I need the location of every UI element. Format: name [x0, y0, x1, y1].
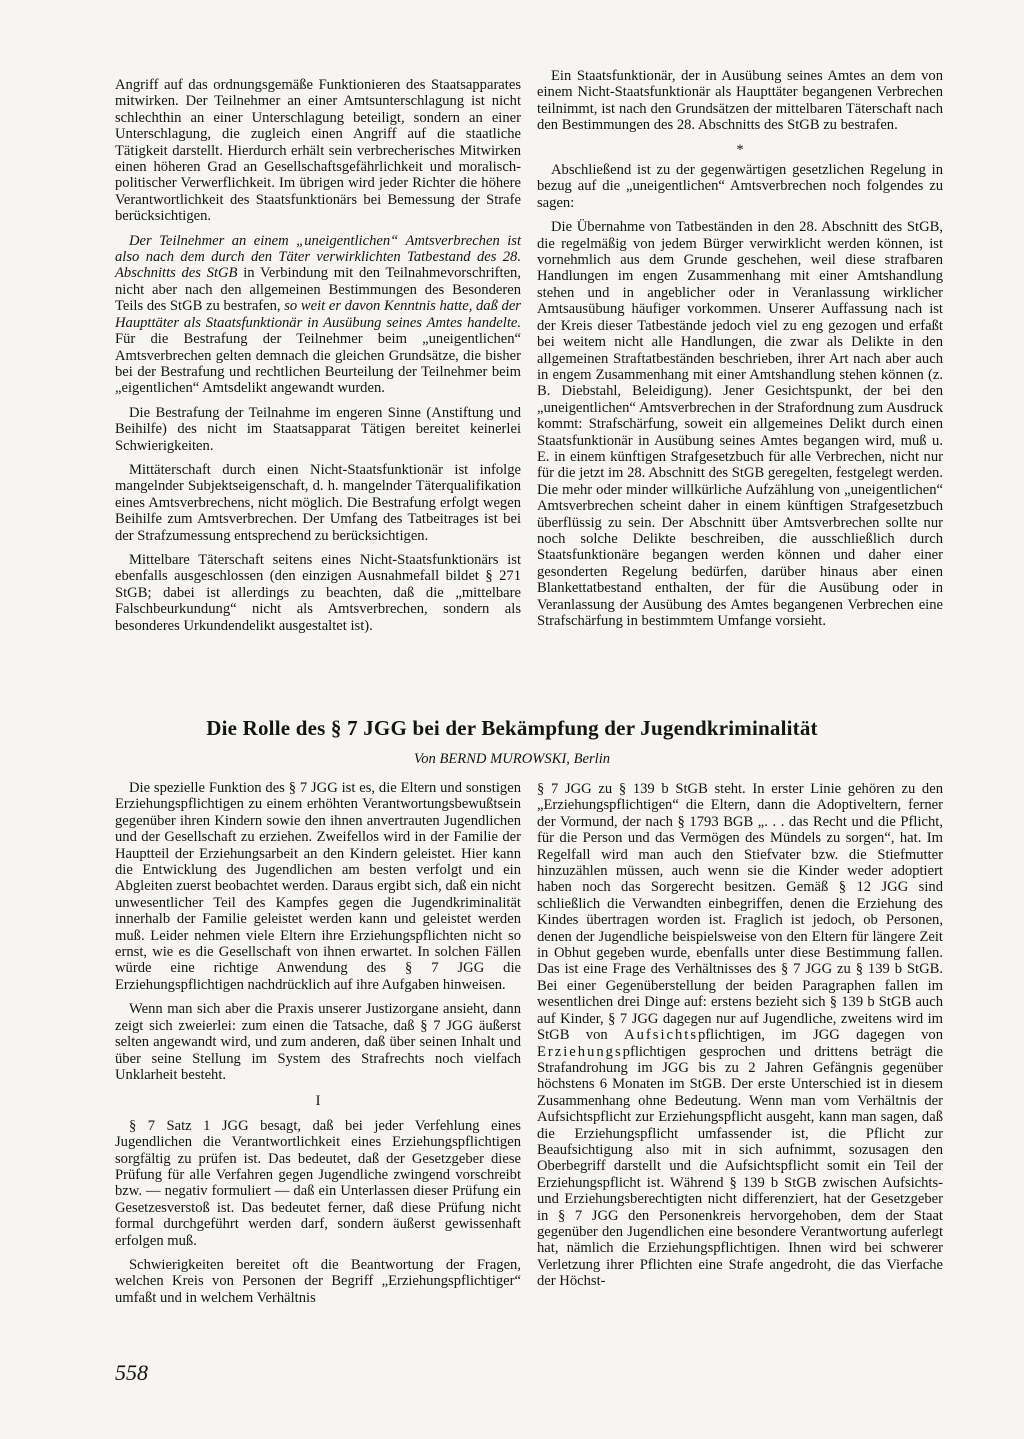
paragraph: Die Bestrafung der Teilnahme im engeren Sinne (Anstiftung und Beihilfe) des nicht im Staatsapparat Tätigen bereitet keinerlei Schwierigkeiten.	[115, 404, 521, 454]
paragraph	[537, 781, 943, 1290]
article1-right-column	[537, 68, 943, 637]
paragraph: Die spezielle Funktion des § 7 JGG ist es, die Eltern und sonstigen Erziehungspflichtigen zu einem erhöhten Verantwortungsbewußtsein gegenüber ihren Kindern sowie den ihnen anvertrauten Jugendlichen und der Gesellschaft zu erziehen. Zweifellos wird in der Familie der Hauptteil der Erziehungsarbeit an den Kindern geleistet. Hier kann die Entwicklung des Jugendlichen am besten verfolgt und ein Abgleiten zuerst beobachtet werden. Daraus ergibt sich, daß ein nicht unwesentlicher Teil des Kampfes gegen die Jugendkriminalität innerhalb der Familie geleistet werden kann und geleistet werden muß. Leider nehmen viele Eltern ihre Erziehungspflichten nicht so ernst, wie es die Gesellschaft von ihnen erwartet. In solchen Fällen würde eine richtige Anwendung des § 7 JGG die Erziehungspflichtigen nachdrücklich auf ihre Aufgaben hinweisen.	[115, 780, 521, 993]
paragraph	[115, 233, 521, 397]
paragraph: Wenn man sich aber die Praxis unserer Justizorgane ansieht, dann zeigt sich zweierlei: zum einen die Tatsache, daß § 7 JGG äußerst selten angewandt wird, und zum anderen, daß über seinen Inhalt und über seine Stellung im System des Strafrechts noch vielfach Unklarheit besteht.	[115, 1001, 521, 1083]
paragraph: Abschließend ist zu der gegenwärtigen gesetzlichen Regelung in bezug auf die „uneigentlichen“ Amtsverbrechen noch folgendes zu sagen:	[537, 162, 943, 211]
spaced-emphasis: Aufsichts	[624, 1027, 699, 1044]
article1-left-column	[115, 77, 521, 642]
article2-right-column	[537, 781, 943, 1298]
article-byline: Von BERND MUROWSKI, Berlin	[413, 751, 611, 767]
section-separator: *	[736, 141, 744, 158]
page-number: 558	[115, 1360, 148, 1385]
spaced-emphasis: Erziehungs	[537, 1043, 623, 1060]
paragraph: Angriff auf das ordnungsgemäße Funktionieren des Staatsapparates mitwirken. Der Teilnehmer an einer Amtsunterschlagung ist nicht schlechthin an einer Unterschlagung beteiligt, sondern an einer Unterschlagung, die zugleich einen Angriff auf die staatliche Tätigkeit darstellt. Hierdurch erhält sein verbrecherisches Mitwirken einen höheren Grad an Gesellschaftsgefährlichkeit und moralisch-politischer Verwerflichkeit. Im übrigen wird jeder Richter die höhere Verantwortlichkeit des Staatsfunktionärs bei Bemessung der Strafe berücksichtigen.	[115, 77, 521, 225]
body-text: pflichtigen gesprochen und drittens beträgt die Strafandrohung im JGG bis zu 2 Jahren Gefängnis gegenüber höchstens 6 Monaten im StGB. Der erste Unterschied ist in diesem Zusammenhang ohne Bedeutung. Wenn man vom Verhältnis der Aufsichtspflicht zur Erziehungspflicht ausgeht, kann man sagen, daß die Erziehungspflicht umfassender ist, die Pflicht zur Beaufsichtigung also mit in sich aufnimmt, sozusagen den Oberbegriff darstellt und die Aufsichtspflicht somit ein Teil der Erziehungspflicht ist. Während § 139 b StGB zwischen Aufsichts- und Erziehungsberechtigten nicht differenziert, hat der Gesetzgeber in § 7 JGG den Personenkreis hervorgehoben, dem der Staat gegenüber den Jugendlichen eine besondere Verantwortung auferlegt hat, nämlich die Erziehungspflichtigen. Ihnen wird bei schwerer Verletzung ihrer Pflichten eine Strafe angedroht, die das Vierfache der Höchst-	[537, 1043, 943, 1290]
paragraph: Schwierigkeiten bereitet oft die Beantwortung der Fragen, welchen Kreis von Personen der Begriff „Erziehungspflichtiger“ umfaßt und in welchem Verhältnis	[115, 1256, 521, 1306]
paragraph: Die Übernahme von Tatbeständen in den 28. Abschnitt des StGB, die regelmäßig von jedem Bürger verwirklicht werden können, ist vornehmlich aus dem Grunde geschehen, weil diese strafbaren Handlungen im engen Zusammenhang mit einer Amtshandlung stehen und in angeblicher oder in Veranlassung wirklicher Amtsausübung häufiger vorkommen. Unserer Auffassung nach ist der Kreis dieser Tatbestände jedoch viel zu eng gezogen und erfaßt bei weitem nicht alle Handlungen, die zwar als Delikte in den allgemeinen Straftatbeständen beschrieben, ihrer Art nach aber auch in engem Zusammenhang mit einer Amtshandlung stehen können (z. B. Diebstahl, Beleidigung). Jener Gesichtspunkt, der bei den „uneigentlichen“ Amtsverbrechen in der Strafordnung zum Ausdruck kommt: Strafschärfung, soweit ein allgemeines Delikt durch einen Staatsfunktionär in Ausübung seines Amtes begangen wird, muß u. E. in einem künftigen Strafgesetzbuch für alle Verbrechen, nicht nur für die jetzt im 28. Abschnitt des StGB geregelten, festgelegt werden. Die mehr oder minder willkürliche Aufzählung von „uneigentlichen“ Amtsverbrechen scheint daher in einem künftigen Strafgesetzbuch überflüssig zu sein. Der Abschnitt über Amtsverbrechen sollte nur noch solche Delikte beschreiben, die ausschließlich durch Staatsfunktionäre begangen werden können und daher einer gesonderten Regelung bedürfen, darüber hinaus aber einen Blankettatbestand enthalten, der für die Ausübung oder in Veranlassung der Ausübung des Amtes begangenen Verbrechen eine Strafschärfung in bestimmtem Umfange vorsieht.	[537, 219, 943, 629]
body-text: in Verbindung mit den Teilnahmevorschriften, nicht aber nach den allgemeinen Bestimmungen des Besonderen Teils des StGB zu bestrafen,	[115, 265, 521, 315]
body-text: Für die Bestrafung der Teilnehmer beim „uneigentlichen“ Amtsverbrechen gelten demnach die gleichen Grundsätze, die bisher bei der Bestrafung und rechtlichen Beurteilung der Teilnehmer beim „eigentlichen“ Amtsdelikt angewandt wurden.	[115, 331, 521, 397]
paragraph: § 7 Satz 1 JGG besagt, daß bei jeder Verfehlung eines Jugendlichen die Verantwortlichkeit eines Erziehungspflichtigen sorgfältig zu prüfen ist. Das bedeutet, daß der Gesetzgeber diese Prüfung für alle Verfahren gegen Jugendliche zwingend vorschreibt bzw. — negativ formuliert — daß ein Unterlassen dieser Prüfung ein Gesetzesverstoß ist. Das bedeutet ferner, daß diese Prüfung nicht formal durchgeführt werden darf, sondern äußerst gewissenhaft erfolgen muß.	[115, 1117, 521, 1249]
paragraph: Ein Staatsfunktionär, der in Ausübung seines Amtes an dem von einem Nicht-Staatsfunktionär als Haupttäter begangenen Verbrechen teilnimmt, ist nach den Grundsätzen der mittelbaren Täterschaft nach den Bestimmungen des 28. Abschnitts des StGB zu bestrafen.	[537, 68, 943, 134]
paragraph: Mittelbare Täterschaft seitens eines Nicht-Staatsfunktionärs ist ebenfalls ausgeschlossen (den einzigen Ausnahmefall bildet § 271 StGB; dabei ist allerdings zu beachten, daß die „mittelbare Falschbeurkundung“ nicht als Amtsverbrechen, sondern als besonderes Urkundendelikt ausgestaltet ist).	[115, 551, 521, 634]
italic-text: so weit er davon Kenntnis hatte, daß der Haupttäter als Staatsfunktionär in Ausübung seines Amtes handelte.	[115, 298, 521, 331]
article-title: Die Rolle des § 7 JGG bei der Bekämpfung der Jugendkriminalität	[206, 716, 818, 740]
article2-left-column	[115, 780, 521, 1314]
italic-text: Der Teilnehmer an einem „uneigentlichen“ Amtsverbrechen ist also nach dem durch den Täter verwirklichten Tatbestand des 28. Abschnitts des StGB	[115, 232, 521, 282]
paragraph: Mittäterschaft durch einen Nicht-Staatsfunktionär ist infolge mangelnder Subjektseigenschaft, d. h. mangelnder Täterqualifikation eines Amtsverbrechens, nicht möglich. Die Bestrafung erfolgt wegen Beihilfe zum Amtsverbrechen. Der Umfang des Tatbeitrages ist bei der Strafzumessung entsprechend zu berücksichtigen.	[115, 461, 521, 544]
section-heading: I	[315, 1093, 321, 1110]
body-text: pflichtigen, im JGG dagegen von	[698, 1027, 943, 1044]
body-text: § 7 JGG zu § 139 b StGB steht. In erster Linie gehören zu den „Erziehungspflichtigen“ die Eltern, dann die Adoptiveltern, ferner der Vormund, der nach § 1793 BGB „. . . das Recht und die Pflicht, für die Person und das Vermögen des Mündels zu sorgen“, hat. Im Regelfall wird man auch den Stiefvater bzw. die Stiefmutter hinzuzählen müssen, auch wenn sie die Kinder weder adoptiert haben noch das Sorgerecht besitzen. Gemäß § 12 JGG sind schließlich die Verwandten einbegriffen, denen die Erziehung des Kindes übertragen worden ist. Fraglich ist jedoch, ob Personen, denen der Jugendliche beispielsweise von den Eltern für längere Zeit in Obhut gegeben wurde, ebenfalls unter diese Bestimmung fallen. Das ist eine Frage des Verhältnisses des § 7 JGG zu § 139 b StGB. Bei einer Gegenüberstellung der beiden Paragraphen fallen im wesentlichen drei Dinge auf: erstens bezieht sich § 139 b StGB auch auf Kinder, § 7 JGG dagegen nur auf Jugendliche, zweitens wird im StGB von	[537, 781, 943, 1044]
